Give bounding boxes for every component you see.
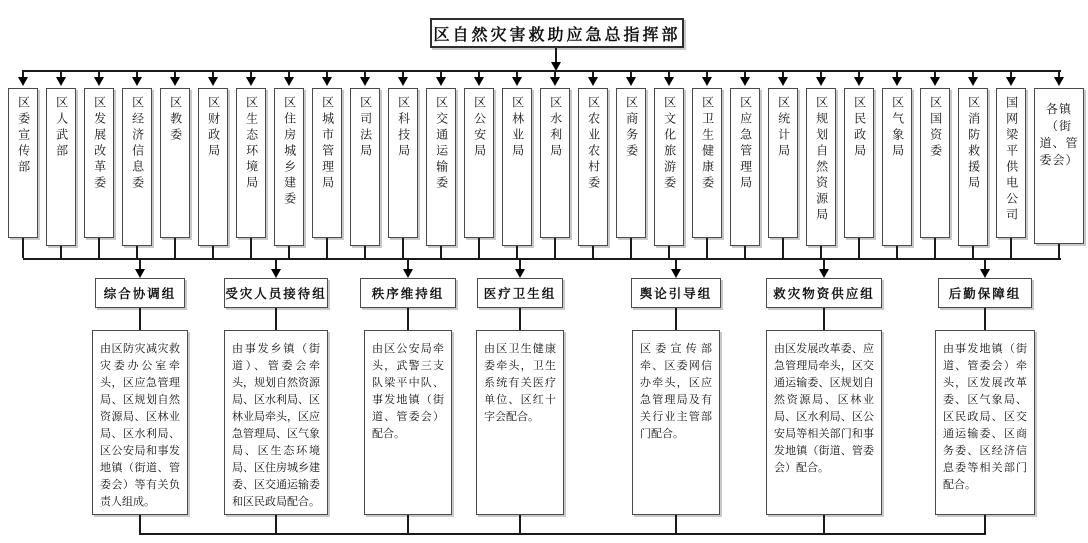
group-box-1 xyxy=(95,278,185,308)
group-label: 受灾人员接待组 xyxy=(225,286,327,301)
department-box-6 xyxy=(198,88,228,246)
connector-line xyxy=(407,515,409,535)
connector-line xyxy=(136,246,138,258)
department-label: 区文化旅游委 xyxy=(662,96,677,192)
department-box-18 xyxy=(654,88,684,246)
connector-line xyxy=(823,308,825,330)
arrow-down-icon xyxy=(740,77,750,86)
connector-line xyxy=(326,238,328,258)
connector-line xyxy=(823,515,825,535)
department-label: 区城市管理局 xyxy=(320,96,335,192)
arrow-down-icon xyxy=(322,77,332,86)
arrow-down-icon xyxy=(94,77,104,86)
group-box-7 xyxy=(938,278,1032,308)
connector-line xyxy=(288,246,290,258)
connector-line xyxy=(1010,238,1012,258)
arrow-down-icon xyxy=(892,77,902,86)
arrow-down-icon xyxy=(1006,77,1016,86)
arrow-down-icon xyxy=(436,77,446,86)
arrow-down-icon xyxy=(135,269,145,278)
group-box-6 xyxy=(766,278,882,308)
header-connector-line xyxy=(555,48,557,63)
connector-line xyxy=(22,238,24,258)
arrow-down-icon xyxy=(671,269,681,278)
connector-line xyxy=(275,308,277,330)
group-label: 后勤保障组 xyxy=(948,286,1022,301)
connector-line xyxy=(60,246,62,258)
department-box-5 xyxy=(160,88,190,238)
connector-line xyxy=(820,246,822,258)
department-box-14 xyxy=(502,88,532,246)
connector-line xyxy=(478,238,480,258)
arrow-down-icon xyxy=(271,269,281,278)
connector-line xyxy=(364,246,366,258)
connector-line xyxy=(139,515,141,535)
connector-line xyxy=(934,238,936,258)
connector-line xyxy=(984,515,986,535)
department-label: 区国资委 xyxy=(928,96,943,160)
department-label: 区住房城乡建委 xyxy=(282,96,297,208)
department-label: 区水利局 xyxy=(548,96,563,160)
department-box-23 xyxy=(844,88,874,238)
department-box-22 xyxy=(806,88,836,246)
department-label: 区科技局 xyxy=(396,96,411,160)
arrow-down-icon xyxy=(816,77,826,86)
department-rail-line xyxy=(23,70,1061,72)
department-box-19 xyxy=(692,88,722,238)
group-description-box-1: 由区防灾减灾救灾委办公室牵头，区应急管理局、区规划自然资源局、区林业局、区水利局、区公安局和事发地镇（街道、管委会）等有关负责人组成。 xyxy=(92,330,188,515)
connector-line xyxy=(407,308,409,330)
department-label: 区财政局 xyxy=(206,96,221,160)
department-box-1 xyxy=(8,88,38,238)
department-box-17 xyxy=(616,88,646,238)
connector-line xyxy=(1058,244,1060,258)
department-label: 区民政局 xyxy=(852,96,867,160)
connector-line xyxy=(668,246,670,258)
department-box-11 xyxy=(388,88,418,238)
arrow-down-icon xyxy=(170,77,180,86)
department-box-13 xyxy=(464,88,494,238)
department-box-2 xyxy=(46,88,76,246)
bottom-rail-line xyxy=(139,533,986,535)
command-header-box xyxy=(430,18,684,48)
arrow-down-icon xyxy=(515,269,525,278)
arrow-down-icon xyxy=(18,77,28,86)
department-label: 区交通运输委 xyxy=(434,96,449,192)
connector-line xyxy=(675,515,677,535)
group-label: 舆论引导组 xyxy=(639,286,713,301)
connector-line xyxy=(554,238,556,258)
connector-line xyxy=(275,515,277,535)
group-description-box-6: 由区发展改革委、应急管理局牵头，区交通运输委、区规划自然资源局、区林业局、区水利局、区公安局等相关部门和事发地镇（街道、管委会）配合。 xyxy=(766,330,882,515)
connector-line xyxy=(782,238,784,258)
department-label: 区人武部 xyxy=(54,96,69,160)
department-label: 区委宣传部 xyxy=(16,96,31,176)
group-label: 秩序维持组 xyxy=(371,286,445,301)
department-box-10 xyxy=(350,88,380,246)
group-label: 综合协调组 xyxy=(103,286,177,301)
department-box-26 xyxy=(958,88,988,246)
department-box-27 xyxy=(996,88,1026,238)
arrow-down-icon xyxy=(664,77,674,86)
connector-line xyxy=(675,308,677,330)
connector-line xyxy=(407,258,409,269)
department-box-3 xyxy=(84,88,114,238)
department-label: 区农业农村委 xyxy=(586,96,601,192)
connector-line xyxy=(984,308,986,330)
group-box-5 xyxy=(631,278,721,308)
connector-line xyxy=(440,246,442,258)
department-label: 各镇（街道、管委会） xyxy=(1039,102,1079,167)
connector-line xyxy=(984,258,986,269)
group-box-2 xyxy=(224,278,328,308)
department-box-12 xyxy=(426,88,456,246)
arrow-down-icon xyxy=(819,269,829,278)
connector-line xyxy=(823,258,825,269)
arrow-down-icon xyxy=(132,77,142,86)
arrow-down-icon xyxy=(702,77,712,86)
department-label: 区卫生健康委 xyxy=(700,96,715,192)
connector-line xyxy=(896,246,898,258)
department-box-24 xyxy=(882,88,912,246)
group-label: 医疗卫生组 xyxy=(483,286,557,301)
department-box-9 xyxy=(312,88,342,238)
connector-line xyxy=(139,258,141,269)
connector-line xyxy=(706,238,708,258)
connector-line xyxy=(972,246,974,258)
connector-line xyxy=(858,238,860,258)
department-box-16 xyxy=(578,88,608,246)
group-description-box-4: 由区卫生健康委牵头，卫生系统有关医疗单位、区红十字会配合。 xyxy=(476,330,564,515)
department-box-15 xyxy=(540,88,570,238)
connector-line xyxy=(275,258,277,269)
arrow-down-icon xyxy=(968,77,978,86)
department-label: 区司法局 xyxy=(358,96,373,160)
group-rail-line xyxy=(23,258,1061,260)
connector-line xyxy=(519,515,521,535)
group-box-4 xyxy=(477,278,563,308)
department-label: 区林业局 xyxy=(510,96,525,160)
department-label: 区生态环境局 xyxy=(244,96,259,192)
arrow-down-icon xyxy=(474,77,484,86)
department-label: 区经济信息委 xyxy=(130,96,145,192)
department-box-7 xyxy=(236,88,266,238)
arrow-down-icon xyxy=(208,77,218,86)
arrow-down-icon xyxy=(930,77,940,86)
department-box-8 xyxy=(274,88,304,246)
arrow-down-icon xyxy=(284,77,294,86)
group-box-3 xyxy=(360,278,456,308)
connector-line xyxy=(744,246,746,258)
connector-line xyxy=(212,246,214,258)
group-description-box-3: 由区公安局牵头，武警三支队梁平中队、事发地镇（街道、管委会）配合。 xyxy=(364,330,452,515)
arrow-down-icon xyxy=(550,77,560,86)
department-box-4 xyxy=(122,88,152,246)
group-description-box-5: 区委宣传部牵、区委网信办牵头，区应急管理局及有关行业主管部门配合。 xyxy=(632,330,720,515)
arrow-down-icon xyxy=(56,77,66,86)
department-box-20 xyxy=(730,88,760,246)
arrow-down-icon xyxy=(778,77,788,86)
connector-line xyxy=(98,238,100,258)
arrow-down-icon xyxy=(980,269,990,278)
group-description-box-7: 由事发地镇（街道、管委会）牵头，区发展改革委、区气象局、区民政局、区交通运输委、区商务委、区经济信息委等相关部门配合。 xyxy=(935,330,1035,515)
connector-line xyxy=(630,238,632,258)
command-header-label: 区自然灾害救助应急总指挥部 xyxy=(433,24,681,44)
department-box-28 xyxy=(1034,88,1084,244)
connector-line xyxy=(139,308,141,330)
department-label: 区发展改革委 xyxy=(92,96,107,192)
arrow-down-icon xyxy=(1054,77,1064,86)
connector-line xyxy=(402,238,404,258)
department-box-25 xyxy=(920,88,950,238)
connector-line xyxy=(519,258,521,269)
department-label: 区气象局 xyxy=(890,96,905,160)
arrow-down-icon xyxy=(403,269,413,278)
arrow-down-icon xyxy=(626,77,636,86)
department-label: 区统计局 xyxy=(776,96,791,160)
connector-line xyxy=(592,246,594,258)
department-label: 区教委 xyxy=(168,96,183,144)
arrow-down-icon xyxy=(398,77,408,86)
group-description-box-2: 由事发乡镇（街道）、管委会牵头，规划自然资源局、区水利局、区林业局牵头，区应急管理局、区气象局、区生态环境局、区住房城乡建委、区交通运输委和区民政局配合。 xyxy=(224,330,328,515)
department-label: 国网梁平供电公司 xyxy=(1004,96,1019,224)
department-box-21 xyxy=(768,88,798,238)
arrow-down-icon xyxy=(854,77,864,86)
connector-line xyxy=(675,258,677,269)
connector-line xyxy=(516,246,518,258)
arrow-down-icon xyxy=(588,77,598,86)
arrow-down-icon xyxy=(360,77,370,86)
arrow-down-icon xyxy=(512,77,522,86)
department-label: 区商务委 xyxy=(624,96,639,160)
department-label: 区消防救援局 xyxy=(966,96,981,192)
connector-line xyxy=(174,238,176,258)
connector-line xyxy=(250,238,252,258)
department-label: 区公安局 xyxy=(472,96,487,160)
department-label: 区规划自然资源局 xyxy=(814,96,829,224)
arrow-down-icon xyxy=(246,77,256,86)
department-label: 区应急管理局 xyxy=(738,96,753,192)
connector-line xyxy=(519,308,521,330)
group-label: 救灾物资供应组 xyxy=(773,286,875,301)
